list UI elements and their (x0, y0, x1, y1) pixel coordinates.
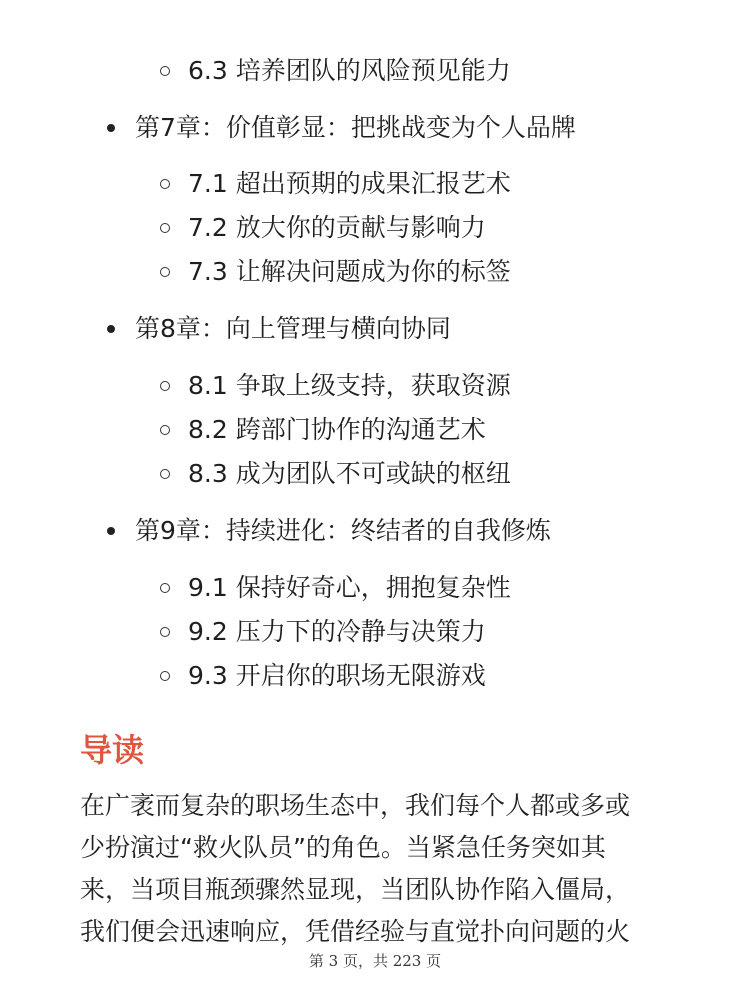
intro-heading: 导读 (80, 731, 145, 769)
toc-section-label: 7.2 放大你的贡献与影响力 (188, 213, 486, 242)
toc-section-item (160, 414, 486, 446)
toc-section-label: 6.3 培养团队的风险预见能力 (188, 56, 511, 85)
toc-chapter-label: 第9章：持续进化：终结者的自我修炼 (135, 516, 551, 545)
toc-section-item (160, 572, 511, 604)
circle-bullet-icon (160, 469, 170, 479)
toc-section-label: 9.2 压力下的冷静与决策力 (188, 617, 486, 646)
toc-section-item (160, 616, 486, 648)
toc-section-label: 9.1 保持好奇心，拥抱复杂性 (188, 573, 511, 602)
circle-bullet-icon (160, 425, 170, 435)
dot-bullet-icon (107, 325, 115, 333)
circle-bullet-icon (160, 583, 170, 593)
toc-chapter-item (107, 313, 451, 345)
circle-bullet-icon (160, 267, 170, 277)
paragraph-line: 来，当项目瓶颈骤然显现，当团队协作陷入僵局， (80, 875, 631, 904)
circle-bullet-icon (160, 627, 170, 637)
paragraph-line: 少扮演过“救火队员”的角色。当紧急任务突如其 (80, 833, 606, 862)
page-number-footer: 第 3 页，共 223 页 (308, 952, 442, 970)
toc-section-item (160, 660, 486, 692)
toc-section-label: 7.1 超出预期的成果汇报艺术 (188, 169, 511, 198)
toc-section-item (160, 168, 511, 200)
toc-section-label: 8.2 跨部门协作的沟通艺术 (188, 415, 486, 444)
toc-section-label: 9.3 开启你的职场无限游戏 (188, 661, 486, 690)
dot-bullet-icon (107, 527, 115, 535)
paragraph-line: 在广袤而复杂的职场生态中，我们每个人都或多或 (80, 791, 631, 820)
circle-bullet-icon (160, 671, 170, 681)
toc-section-item (160, 55, 511, 87)
paragraph-line: 我们便会迅速响应，凭借经验与直觉扑向问题的火 (80, 917, 631, 946)
toc-chapter-label: 第7章：价值彰显：把挑战变为个人品牌 (135, 113, 576, 142)
toc-chapter-item (107, 112, 576, 144)
circle-bullet-icon (160, 381, 170, 391)
toc-chapter-label: 第8章：向上管理与横向协同 (135, 314, 451, 343)
dot-bullet-icon (107, 124, 115, 132)
toc-section-item (160, 256, 511, 288)
toc-section-item (160, 458, 511, 490)
toc-section-item (160, 212, 486, 244)
toc-chapter-item (107, 515, 551, 547)
circle-bullet-icon (160, 223, 170, 233)
circle-bullet-icon (160, 66, 170, 76)
circle-bullet-icon (160, 179, 170, 189)
toc-section-label: 7.3 让解决问题成为你的标签 (188, 257, 511, 286)
toc-section-label: 8.1 争取上级支持，获取资源 (188, 371, 511, 400)
toc-section-item (160, 370, 511, 402)
toc-section-label: 8.3 成为团队不可或缺的枢纽 (188, 459, 511, 488)
